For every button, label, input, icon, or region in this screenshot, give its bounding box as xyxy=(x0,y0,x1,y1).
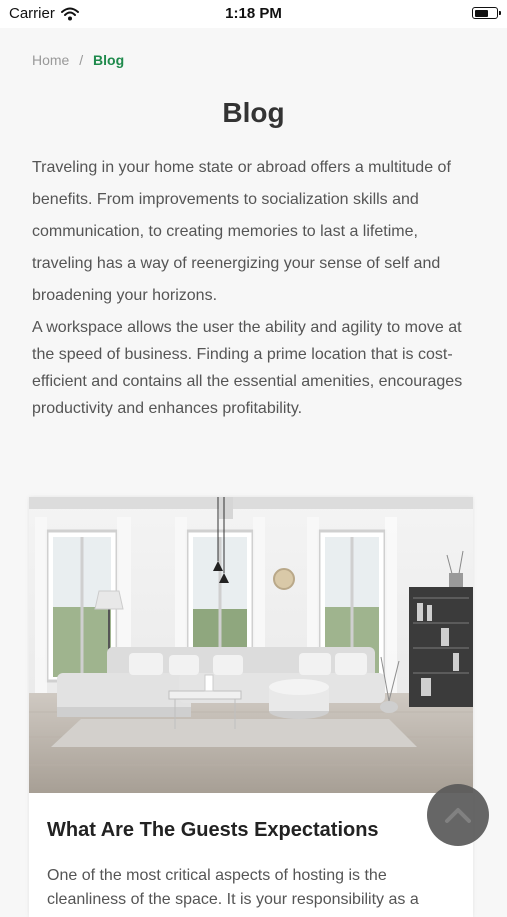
blog-post-card[interactable] xyxy=(29,497,473,917)
living-room-illustration xyxy=(29,497,473,793)
intro-text xyxy=(32,152,482,422)
battery-icon xyxy=(472,7,498,19)
status-time: 1:18 PM xyxy=(225,5,282,22)
scroll-to-top-button[interactable] xyxy=(427,784,489,846)
post-image[interactable] xyxy=(29,497,473,793)
page-title: Blog xyxy=(222,97,285,128)
status-bar xyxy=(0,0,507,28)
breadcrumb-current: Blog xyxy=(93,52,125,68)
chevron-up-icon xyxy=(444,806,472,824)
breadcrumb-separator: / xyxy=(79,52,84,68)
intro-paragraph-2: A workspace allows the user the ability and agility to move at the speed of business. Finding a prime location that is cost-efficient and contains all the essential amenities, encourages productivity and enhances profitability. xyxy=(32,319,463,417)
post-title[interactable]: What Are The Guests Expectations xyxy=(47,819,379,841)
carrier-label: Carrier xyxy=(9,5,55,22)
breadcrumb xyxy=(32,52,124,68)
intro-paragraph-1: Traveling in your home state or abroad offers a multitude of benefits. From improvements to socialization skills and communication, to creating memories to last a lifetime, traveling has a way of reenergizing your sense of self and broadening your horizons. xyxy=(32,159,451,304)
post-excerpt: One of the most critical aspects of hosting is the cleanliness of the space. It is your responsibility as a xyxy=(47,867,419,908)
breadcrumb-home-link[interactable]: Home xyxy=(32,52,70,68)
